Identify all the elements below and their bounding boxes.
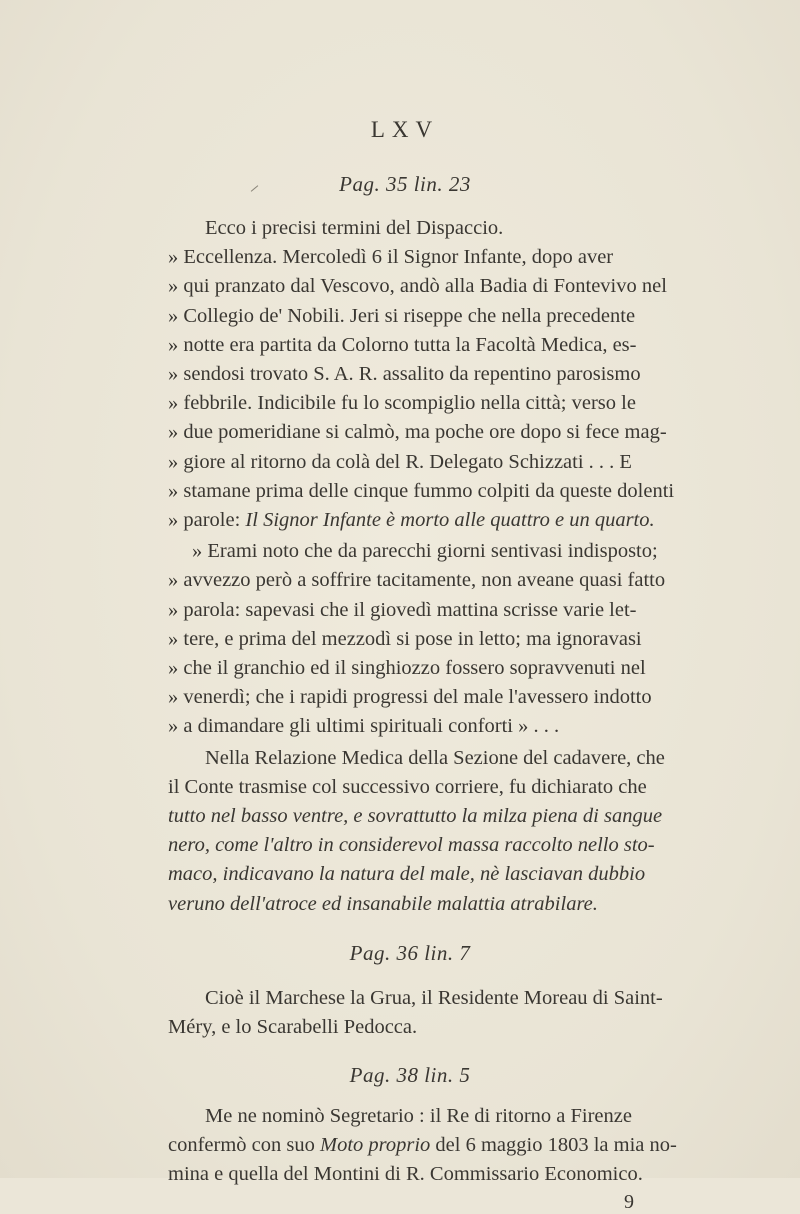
- text-span: » avvezzo però a soffrire tacitamente, non aveane quasi fatto: [168, 569, 666, 591]
- text-span: » sendosi trovato S. A. R. assalito da repentino parosismo: [168, 363, 641, 385]
- text-span: Nella Relazione Medica della Sezione del cadavere, che: [205, 747, 665, 769]
- text-span: Méry, e lo Scarabelli Pedocca.: [168, 1016, 418, 1038]
- text-line: [205, 218, 503, 239]
- italic-line: [168, 835, 655, 856]
- text-line: [168, 510, 655, 531]
- page-number: 9: [624, 1191, 634, 1213]
- text-line: [168, 570, 665, 591]
- running-head: LXV: [370, 117, 440, 142]
- text-line: [168, 452, 632, 473]
- text-span: » Eccellenza. Mercoledì 6 il Signor Infante, dopo aver: [168, 246, 614, 268]
- text-span: » notte era partita da Colorno tutta la Facoltà Medica, es-: [168, 334, 637, 356]
- text-span: » tere, e prima del mezzodì si pose in letto; ma ignoravasi: [168, 628, 642, 650]
- note-heading-pag-38: Pag. 38 lin. 5: [349, 1063, 471, 1087]
- italic-text: nero, come l'altro in considerevol massa raccolto nello sto-: [168, 834, 655, 856]
- text-span: » parole:: [168, 509, 246, 531]
- text-span: confermò con suo: [168, 1134, 320, 1156]
- text-line: [192, 541, 658, 562]
- italic-line: [168, 864, 645, 885]
- text-span: del 6 maggio 1803 la mia no-: [430, 1134, 677, 1156]
- text-line: [168, 716, 559, 737]
- italic-text: tutto nel basso ventre, e sovrattutto la milza piena di sangue: [168, 805, 663, 827]
- text-line: [168, 364, 641, 385]
- text-span: » qui pranzato dal Vescovo, andò alla Badia di Fontevivo nel: [168, 275, 667, 297]
- text-line: [168, 658, 646, 679]
- text-line: [205, 988, 663, 1009]
- text-line: [168, 306, 635, 327]
- text-span: Cioè il Marchese la Grua, il Residente Moreau di Saint-: [205, 987, 663, 1009]
- text-line: [168, 777, 647, 798]
- text-span: » Erami noto che da parecchi giorni sentivasi indisposto;: [192, 540, 658, 562]
- italic-text: veruno dell'atroce ed insanabile malattia atrabilare.: [168, 893, 598, 915]
- text-line: [205, 748, 665, 769]
- text-line: [168, 276, 667, 297]
- text-span: Ecco i precisi termini del Dispaccio.: [205, 217, 504, 239]
- text-line: [168, 629, 642, 650]
- text-line: [168, 1164, 643, 1185]
- text-span: » stamane prima delle cinque fummo colpiti da queste dolenti: [168, 480, 675, 502]
- text-line: [168, 422, 667, 443]
- note-heading-pag-35: Pag. 35 lin. 23: [339, 172, 471, 196]
- text-line: [168, 393, 636, 414]
- text-span: » parola: sapevasi che il giovedì mattina scrisse varie let-: [168, 599, 637, 621]
- text-line: [168, 247, 613, 268]
- text-span: » due pomeridiane si calmò, ma poche ore dopo si fece mag-: [168, 421, 667, 443]
- text-line: [168, 1135, 677, 1156]
- text-span: » che il granchio ed il singhiozzo fossero sopravvenuti nel: [168, 657, 646, 679]
- text-line: [168, 481, 674, 502]
- italic-text: maco, indicavano la natura del male, nè lasciavan dubbio: [168, 863, 646, 885]
- italic-line: [168, 894, 598, 915]
- text-line: [168, 335, 637, 356]
- text-span: » venerdì; che i rapidi progressi del male l'avessero indotto: [168, 686, 652, 708]
- text-line: [168, 687, 652, 708]
- text-line: [205, 1106, 632, 1127]
- italic-line: [168, 806, 662, 827]
- text-line: [168, 1017, 417, 1038]
- text-span: mina e quella del Montini di R. Commissario Economico.: [168, 1163, 643, 1185]
- text-span: » Collegio de' Nobili. Jeri si riseppe che nella precedente: [168, 305, 636, 327]
- italic-text: Moto proprio: [320, 1134, 431, 1156]
- note-heading-pag-36: Pag. 36 lin. 7: [349, 941, 471, 965]
- text-span: » febbrile. Indicibile fu lo scompiglio nella città; verso le: [168, 392, 636, 414]
- text-span: il Conte trasmise col successivo corriere, fu dichiarato che: [168, 776, 647, 798]
- text-span: » giore al ritorno da colà del R. Delegato Schizzati . . . E: [168, 451, 632, 473]
- italic-text: Il Signor Infante è morto alle quattro e un quarto.: [245, 509, 655, 531]
- text-span: Me ne nominò Segretario : il Re di ritorno a Firenze: [205, 1105, 632, 1127]
- text-span: » a dimandare gli ultimi spirituali conforti » . . .: [168, 715, 560, 737]
- text-line: [168, 600, 637, 621]
